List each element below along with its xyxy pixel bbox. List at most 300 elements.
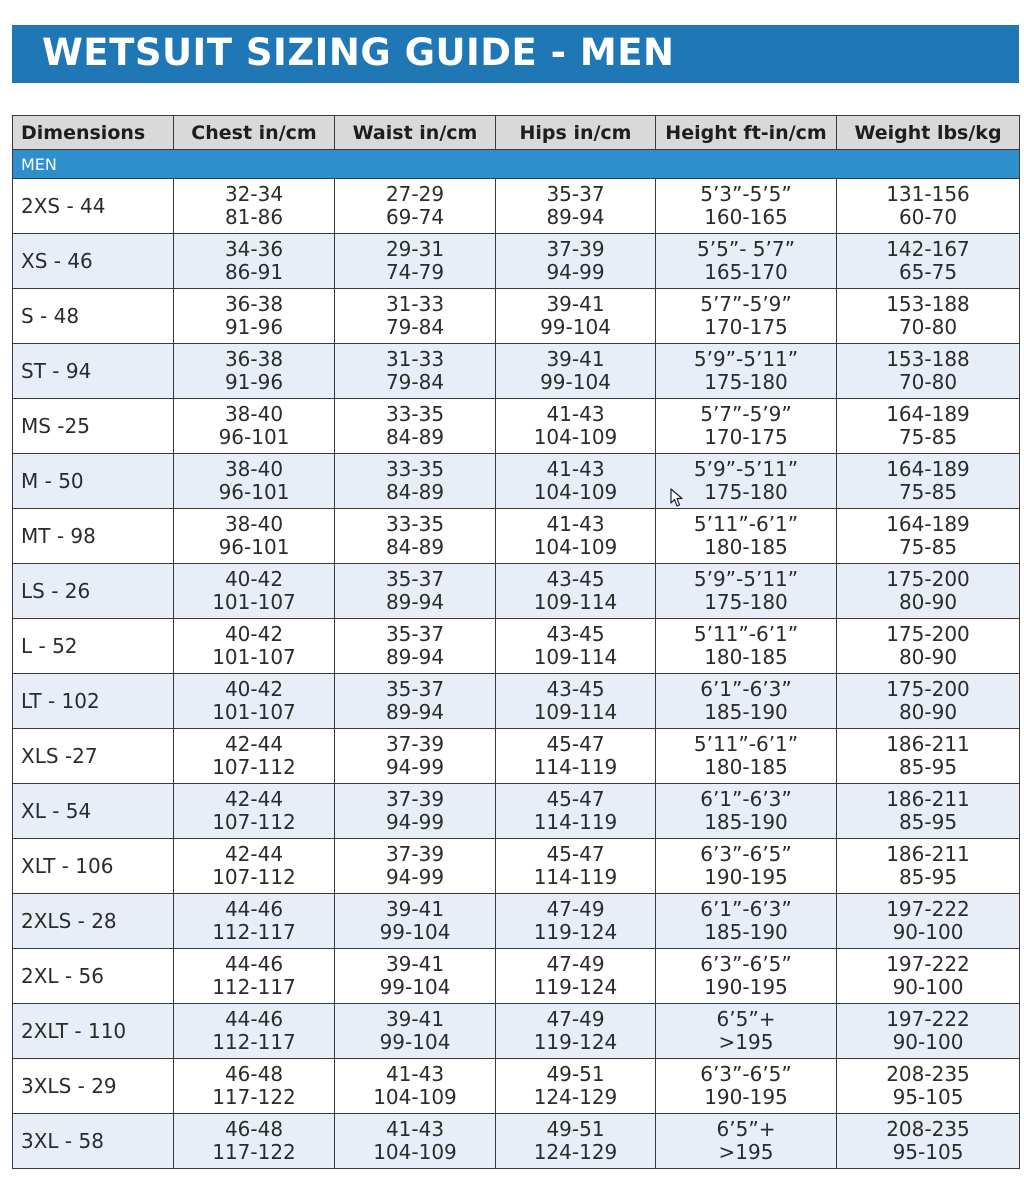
- chest-imperial-value: 38-40: [224, 402, 284, 426]
- height-metric-value: 170-175: [704, 315, 788, 339]
- weight-metric-value: 70-80: [898, 315, 958, 339]
- height-imperial-value: 5’7”-5’9”: [700, 402, 792, 426]
- hips-imperial-value: 35-37: [546, 182, 605, 206]
- weight-imperial-value: 164-189: [886, 457, 970, 481]
- hips-metric-value: 94-99: [546, 260, 605, 284]
- chest-metric-value: 112-117: [212, 920, 296, 944]
- weight-cell: [837, 289, 1020, 344]
- chest-imperial-value: 36-38: [224, 347, 284, 371]
- waist-metric-value: 94-99: [385, 755, 445, 779]
- hips-imperial-value: 37-39: [546, 237, 605, 261]
- weight-metric-value: 80-90: [898, 645, 958, 669]
- weight-metric-value: 75-85: [898, 425, 958, 449]
- mouse-cursor-icon: [670, 488, 684, 508]
- height-metric-value: 165-170: [704, 260, 788, 284]
- height-imperial-value: 5’7”-5’9”: [700, 292, 792, 316]
- hips-metric-value: 89-94: [546, 205, 605, 229]
- weight-metric-value: 90-100: [892, 920, 964, 944]
- height-metric-value: 175-180: [704, 370, 788, 394]
- height-imperial-value: 6’1”-6’3”: [700, 787, 792, 811]
- weight-metric-value: 80-90: [898, 700, 958, 724]
- chest-cell: [174, 729, 335, 784]
- weight-metric-value: 75-85: [898, 480, 958, 504]
- height-imperial-value: 6’3”-6’5”: [700, 952, 792, 976]
- chest-imperial-value: 32-34: [224, 182, 284, 206]
- weight-metric-value: 85-95: [898, 755, 958, 779]
- weight-imperial-value: 208-235: [886, 1117, 970, 1141]
- title-banner: [12, 25, 1019, 83]
- waist-imperial-value: 31-33: [385, 347, 445, 371]
- hips-imperial-value: 45-47: [546, 732, 605, 756]
- size-label: 3XLS - 29: [13, 1059, 174, 1114]
- hips-imperial-value: 47-49: [546, 897, 605, 921]
- waist-imperial-value: 33-35: [385, 457, 445, 481]
- weight-metric-value: 65-75: [898, 260, 958, 284]
- height-metric-value: 180-185: [704, 645, 788, 669]
- waist-imperial-value: 33-35: [385, 512, 445, 536]
- hips-metric-value: 109-114: [533, 590, 618, 614]
- weight-imperial-value: 153-188: [886, 347, 970, 371]
- height-metric-value: 190-195: [704, 975, 788, 999]
- waist-metric-value: 74-79: [385, 260, 445, 284]
- height-metric-value: 185-190: [704, 810, 788, 834]
- waist-metric-value: 79-84: [385, 315, 445, 339]
- chest-metric-value: 101-107: [212, 590, 296, 614]
- hips-imperial-value: 43-45: [546, 567, 605, 591]
- waist-imperial-value: 37-39: [385, 732, 445, 756]
- header-row: [13, 116, 1020, 150]
- height-imperial-value: 6’3”-6’5”: [700, 1062, 792, 1086]
- chest-cell: [174, 179, 335, 234]
- chest-metric-value: 101-107: [212, 700, 296, 724]
- chest-metric-value: 91-96: [224, 370, 284, 394]
- waist-imperial-value: 31-33: [385, 292, 445, 316]
- hips-cell: [496, 179, 656, 234]
- column-header-height: Height ft-in/cm: [656, 116, 837, 150]
- hips-metric-value: 124-129: [533, 1140, 618, 1164]
- weight-cell: [837, 619, 1020, 674]
- weight-imperial-value: 197-222: [886, 1007, 970, 1031]
- section-row: [13, 150, 1020, 179]
- weight-imperial-value: 153-188: [886, 292, 970, 316]
- hips-cell: [496, 1004, 656, 1059]
- table-row: [13, 454, 1020, 509]
- hips-metric-value: 104-109: [533, 480, 618, 504]
- height-cell: [656, 949, 837, 1004]
- waist-imperial-value: 41-43: [385, 1062, 445, 1086]
- column-header-chest: Chest in/cm: [174, 116, 335, 150]
- hips-cell: [496, 839, 656, 894]
- weight-metric-value: 80-90: [898, 590, 958, 614]
- hips-metric-value: 99-104: [540, 315, 611, 339]
- chest-metric-value: 117-122: [212, 1085, 296, 1109]
- weight-cell: [837, 509, 1020, 564]
- height-imperial-value: 6’5”+: [716, 1007, 776, 1031]
- table-row: [13, 729, 1020, 784]
- hips-imperial-value: 43-45: [546, 622, 605, 646]
- hips-imperial-value: 39-41: [546, 292, 605, 316]
- height-cell: [656, 839, 837, 894]
- chest-cell: [174, 1059, 335, 1114]
- table-row: [13, 894, 1020, 949]
- chest-imperial-value: 44-46: [224, 1007, 284, 1031]
- chest-cell: [174, 344, 335, 399]
- waist-metric-value: 104-109: [373, 1085, 457, 1109]
- weight-imperial-value: 197-222: [886, 897, 970, 921]
- waist-cell: [335, 1114, 496, 1169]
- waist-metric-value: 89-94: [385, 590, 445, 614]
- chest-imperial-value: 44-46: [224, 952, 284, 976]
- chest-imperial-value: 40-42: [224, 622, 284, 646]
- hips-cell: [496, 1059, 656, 1114]
- hips-metric-value: 119-124: [533, 975, 618, 999]
- table-row: [13, 839, 1020, 894]
- hips-metric-value: 109-114: [533, 700, 618, 724]
- height-cell: [656, 1004, 837, 1059]
- chest-imperial-value: 38-40: [224, 457, 284, 481]
- waist-imperial-value: 41-43: [385, 1117, 445, 1141]
- weight-cell: [837, 454, 1020, 509]
- chest-metric-value: 112-117: [212, 975, 296, 999]
- chest-cell: [174, 1114, 335, 1169]
- waist-cell: [335, 399, 496, 454]
- chest-cell: [174, 1004, 335, 1059]
- size-label: MT - 98: [13, 509, 174, 564]
- chest-cell: [174, 619, 335, 674]
- weight-metric-value: 90-100: [892, 1030, 964, 1054]
- waist-cell: [335, 784, 496, 839]
- hips-metric-value: 119-124: [533, 1030, 618, 1054]
- waist-metric-value: 94-99: [385, 810, 445, 834]
- height-imperial-value: 5’9”-5’11”: [693, 457, 799, 481]
- hips-imperial-value: 47-49: [546, 952, 605, 976]
- height-metric-value: 190-195: [704, 1085, 788, 1109]
- waist-imperial-value: 35-37: [385, 567, 445, 591]
- waist-imperial-value: 39-41: [385, 952, 445, 976]
- height-metric-value: >195: [718, 1140, 774, 1164]
- table-row: [13, 399, 1020, 454]
- size-label: MS -25: [13, 399, 174, 454]
- table-row: [13, 179, 1020, 234]
- waist-metric-value: 79-84: [385, 370, 445, 394]
- size-label: XS - 46: [13, 234, 174, 289]
- height-metric-value: 185-190: [704, 700, 788, 724]
- waist-cell: [335, 894, 496, 949]
- weight-metric-value: 90-100: [892, 975, 964, 999]
- chest-metric-value: 96-101: [218, 535, 290, 559]
- chest-imperial-value: 40-42: [224, 567, 284, 591]
- weight-imperial-value: 164-189: [886, 402, 970, 426]
- chest-cell: [174, 454, 335, 509]
- chest-metric-value: 86-91: [224, 260, 284, 284]
- chest-imperial-value: 44-46: [224, 897, 284, 921]
- hips-cell: [496, 399, 656, 454]
- chest-imperial-value: 40-42: [224, 677, 284, 701]
- height-metric-value: 160-165: [704, 205, 788, 229]
- height-cell: [656, 1059, 837, 1114]
- table-row: [13, 1059, 1020, 1114]
- hips-metric-value: 114-119: [533, 755, 618, 779]
- size-label: L - 52: [13, 619, 174, 674]
- waist-metric-value: 89-94: [385, 645, 445, 669]
- height-cell: [656, 674, 837, 729]
- height-imperial-value: 6’1”-6’3”: [700, 677, 792, 701]
- hips-cell: [496, 674, 656, 729]
- waist-metric-value: 94-99: [385, 865, 445, 889]
- height-metric-value: 175-180: [704, 480, 788, 504]
- waist-cell: [335, 564, 496, 619]
- hips-imperial-value: 39-41: [546, 347, 605, 371]
- height-imperial-value: 5’11”-6’1”: [693, 512, 799, 536]
- waist-metric-value: 84-89: [385, 480, 445, 504]
- size-label: XL - 54: [13, 784, 174, 839]
- size-label: 2XL - 56: [13, 949, 174, 1004]
- weight-cell: [837, 564, 1020, 619]
- hips-cell: [496, 509, 656, 564]
- waist-cell: [335, 179, 496, 234]
- weight-cell: [837, 729, 1020, 784]
- chest-metric-value: 81-86: [224, 205, 284, 229]
- size-label: ST - 94: [13, 344, 174, 399]
- weight-metric-value: 85-95: [898, 810, 958, 834]
- weight-imperial-value: 142-167: [886, 237, 970, 261]
- waist-cell: [335, 1004, 496, 1059]
- weight-imperial-value: 186-211: [886, 732, 970, 756]
- hips-metric-value: 114-119: [533, 810, 618, 834]
- size-label: XLS -27: [13, 729, 174, 784]
- weight-cell: [837, 1114, 1020, 1169]
- height-metric-value: 180-185: [704, 535, 788, 559]
- weight-metric-value: 95-105: [892, 1085, 964, 1109]
- weight-imperial-value: 175-200: [886, 677, 970, 701]
- hips-imperial-value: 41-43: [546, 402, 605, 426]
- waist-cell: [335, 454, 496, 509]
- weight-metric-value: 60-70: [898, 205, 958, 229]
- chest-metric-value: 91-96: [224, 315, 284, 339]
- weight-imperial-value: 164-189: [886, 512, 970, 536]
- weight-cell: [837, 839, 1020, 894]
- size-label: 2XS - 44: [13, 179, 174, 234]
- hips-metric-value: 119-124: [533, 920, 618, 944]
- hips-metric-value: 109-114: [533, 645, 618, 669]
- height-metric-value: 175-180: [704, 590, 788, 614]
- height-cell: [656, 564, 837, 619]
- table-row: [13, 344, 1020, 399]
- column-header-hips: Hips in/cm: [496, 116, 656, 150]
- weight-imperial-value: 186-211: [886, 787, 970, 811]
- weight-cell: [837, 674, 1020, 729]
- chest-cell: [174, 839, 335, 894]
- height-cell: [656, 399, 837, 454]
- weight-imperial-value: 175-200: [886, 622, 970, 646]
- height-imperial-value: 6’1”-6’3”: [700, 897, 792, 921]
- hips-metric-value: 104-109: [533, 425, 618, 449]
- size-label: LS - 26: [13, 564, 174, 619]
- hips-cell: [496, 1114, 656, 1169]
- size-label: 2XLT - 110: [13, 1004, 174, 1059]
- waist-imperial-value: 27-29: [385, 182, 445, 206]
- size-label: S - 48: [13, 289, 174, 344]
- height-cell: [656, 179, 837, 234]
- table-row: [13, 289, 1020, 344]
- height-cell: [656, 234, 837, 289]
- table-row: [13, 619, 1020, 674]
- waist-imperial-value: 37-39: [385, 787, 445, 811]
- height-imperial-value: 6’3”-6’5”: [700, 842, 792, 866]
- weight-cell: [837, 179, 1020, 234]
- column-header-weight: Weight lbs/kg: [837, 116, 1020, 150]
- height-metric-value: 170-175: [704, 425, 788, 449]
- waist-cell: [335, 509, 496, 564]
- chest-imperial-value: 46-48: [224, 1117, 284, 1141]
- chest-cell: [174, 509, 335, 564]
- chest-imperial-value: 46-48: [224, 1062, 284, 1086]
- hips-cell: [496, 894, 656, 949]
- height-imperial-value: 5’5”- 5’7”: [697, 237, 795, 261]
- waist-cell: [335, 619, 496, 674]
- waist-metric-value: 104-109: [373, 1140, 457, 1164]
- chest-metric-value: 96-101: [218, 425, 290, 449]
- weight-metric-value: 95-105: [892, 1140, 964, 1164]
- hips-imperial-value: 49-51: [546, 1117, 605, 1141]
- weight-imperial-value: 208-235: [886, 1062, 970, 1086]
- height-cell: [656, 784, 837, 839]
- hips-imperial-value: 49-51: [546, 1062, 605, 1086]
- weight-cell: [837, 234, 1020, 289]
- waist-cell: [335, 344, 496, 399]
- waist-imperial-value: 39-41: [385, 1007, 445, 1031]
- hips-imperial-value: 47-49: [546, 1007, 605, 1031]
- hips-cell: [496, 234, 656, 289]
- table-row: [13, 784, 1020, 839]
- waist-metric-value: 84-89: [385, 425, 445, 449]
- table-row: [13, 234, 1020, 289]
- chest-imperial-value: 38-40: [224, 512, 284, 536]
- column-header-dimensions: Dimensions: [13, 116, 174, 150]
- hips-cell: [496, 289, 656, 344]
- weight-metric-value: 70-80: [898, 370, 958, 394]
- weight-imperial-value: 186-211: [886, 842, 970, 866]
- waist-cell: [335, 949, 496, 1004]
- hips-cell: [496, 454, 656, 509]
- height-imperial-value: 5’9”-5’11”: [693, 567, 799, 591]
- chest-cell: [174, 674, 335, 729]
- chest-imperial-value: 36-38: [224, 292, 284, 316]
- chest-imperial-value: 42-44: [224, 732, 284, 756]
- weight-cell: [837, 949, 1020, 1004]
- hips-cell: [496, 784, 656, 839]
- chest-imperial-value: 42-44: [224, 787, 284, 811]
- waist-imperial-value: 35-37: [385, 622, 445, 646]
- height-imperial-value: 5’11”-6’1”: [693, 732, 799, 756]
- weight-cell: [837, 1059, 1020, 1114]
- page-title: WETSUIT SIZING GUIDE - MEN: [42, 31, 675, 74]
- table-row: [13, 949, 1020, 1004]
- hips-metric-value: 99-104: [540, 370, 611, 394]
- chest-cell: [174, 289, 335, 344]
- hips-imperial-value: 43-45: [546, 677, 605, 701]
- waist-cell: [335, 674, 496, 729]
- size-label: M - 50: [13, 454, 174, 509]
- height-imperial-value: 6’5”+: [716, 1117, 776, 1141]
- hips-metric-value: 104-109: [533, 535, 618, 559]
- height-cell: [656, 509, 837, 564]
- weight-cell: [837, 894, 1020, 949]
- height-cell: [656, 619, 837, 674]
- waist-cell: [335, 289, 496, 344]
- waist-metric-value: 89-94: [385, 700, 445, 724]
- hips-cell: [496, 344, 656, 399]
- waist-cell: [335, 839, 496, 894]
- chest-cell: [174, 784, 335, 839]
- waist-metric-value: 99-104: [379, 975, 451, 999]
- hips-imperial-value: 41-43: [546, 512, 605, 536]
- chest-metric-value: 101-107: [212, 645, 296, 669]
- chest-cell: [174, 234, 335, 289]
- table-row: [13, 1004, 1020, 1059]
- height-cell: [656, 1114, 837, 1169]
- size-label: XLT - 106: [13, 839, 174, 894]
- table-row: [13, 1114, 1020, 1169]
- chest-cell: [174, 894, 335, 949]
- section-label: MEN: [13, 150, 1020, 179]
- waist-metric-value: 84-89: [385, 535, 445, 559]
- hips-metric-value: 114-119: [533, 865, 618, 889]
- height-cell: [656, 894, 837, 949]
- weight-metric-value: 85-95: [898, 865, 958, 889]
- chest-metric-value: 96-101: [218, 480, 290, 504]
- chest-metric-value: 107-112: [212, 810, 296, 834]
- height-imperial-value: 5’11”-6’1”: [693, 622, 799, 646]
- weight-cell: [837, 784, 1020, 839]
- hips-imperial-value: 45-47: [546, 842, 605, 866]
- table-row: [13, 674, 1020, 729]
- waist-metric-value: 99-104: [379, 920, 451, 944]
- weight-imperial-value: 197-222: [886, 952, 970, 976]
- hips-cell: [496, 619, 656, 674]
- size-label: 2XLS - 28: [13, 894, 174, 949]
- weight-imperial-value: 131-156: [886, 182, 970, 206]
- height-imperial-value: 5’9”-5’11”: [693, 347, 799, 371]
- column-header-waist: Waist in/cm: [335, 116, 496, 150]
- hips-metric-value: 124-129: [533, 1085, 618, 1109]
- hips-cell: [496, 729, 656, 784]
- height-metric-value: 180-185: [704, 755, 788, 779]
- chest-metric-value: 107-112: [212, 865, 296, 889]
- waist-cell: [335, 1059, 496, 1114]
- chest-metric-value: 107-112: [212, 755, 296, 779]
- weight-cell: [837, 344, 1020, 399]
- height-metric-value: 190-195: [704, 865, 788, 889]
- waist-imperial-value: 29-31: [385, 237, 445, 261]
- waist-imperial-value: 33-35: [385, 402, 445, 426]
- waist-cell: [335, 234, 496, 289]
- waist-metric-value: 69-74: [385, 205, 445, 229]
- waist-imperial-value: 37-39: [385, 842, 445, 866]
- chest-imperial-value: 42-44: [224, 842, 284, 866]
- height-imperial-value: 5’3”-5’5”: [700, 182, 792, 206]
- sizing-table: [12, 115, 1020, 1169]
- height-metric-value: 185-190: [704, 920, 788, 944]
- chest-cell: [174, 949, 335, 1004]
- size-label: LT - 102: [13, 674, 174, 729]
- chest-cell: [174, 564, 335, 619]
- waist-imperial-value: 35-37: [385, 677, 445, 701]
- size-label: 3XL - 58: [13, 1114, 174, 1169]
- waist-metric-value: 99-104: [379, 1030, 451, 1054]
- weight-metric-value: 75-85: [898, 535, 958, 559]
- chest-imperial-value: 34-36: [224, 237, 284, 261]
